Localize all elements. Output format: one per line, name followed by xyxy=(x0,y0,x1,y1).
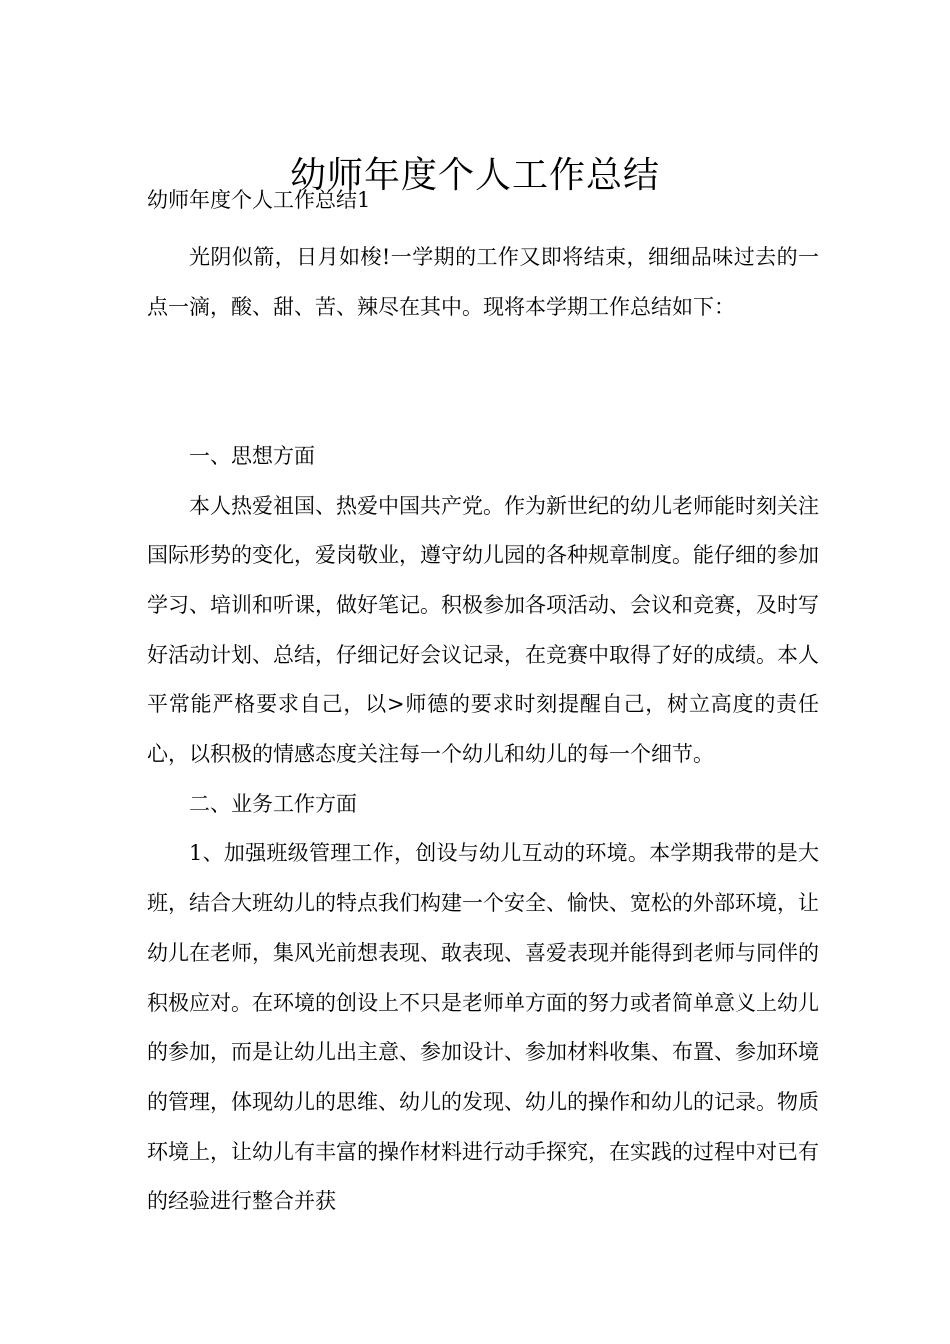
document-title: 幼师年度个人工作总结 xyxy=(289,155,660,197)
document-body xyxy=(147,233,819,1227)
blank-gap xyxy=(147,332,819,431)
heading-work: 二、业务工作方面 xyxy=(189,791,357,816)
paragraph-intro: 光阴似箭，日月如梭!一学期的工作又即将结束，细细品味过去的一点一滴，酸、甜、苦、辣尽在其中。现将本学期工作总结如下： xyxy=(147,245,819,319)
section-subtitle: 幼师年度个人工作总结1 xyxy=(147,188,371,212)
paragraph-thought: 本人热爱祖国、热爱中国共产党。作为新世纪的幼儿老师能时刻关注国际形势的变化，爱岗敬业，遵守幼儿园的各种规章制度。能仔细的参加学习、培训和听课，做好笔记。积极参加各项活动、会议和竞赛，及时写好活动计划、总结，仔细记好会议记录，在竞赛中取得了好的成绩。本人平常能严格要求自己，以>师德的要求时刻提醒自己，树立高度的责任心，以积极的情感态度关注每一个幼儿和幼儿的每一个细节。 xyxy=(147,493,819,767)
heading-thought: 一、思想方面 xyxy=(189,443,315,468)
paragraph-work: 1、加强班级管理工作，创设与幼儿互动的环境。本学期我带的是大班，结合大班幼儿的特点我们构建一个安全、愉快、宽松的外部环境，让幼儿在老师，集风光前想表现、敢表现、喜爱表现并能得到老师与同伴的积极应对。在环境的创设上不只是老师单方面的努力或者简单意义上幼儿的参加，而是让幼儿出主意、参加设计、参加材料收集、布置、参加环境的管理，体现幼儿的思维、幼儿的发现、幼儿的操作和幼儿的记录。物质环境上，让幼儿有丰富的操作材料进行动手探究，在实践的过程中对已有的经验进行整合并获 xyxy=(147,841,819,1214)
